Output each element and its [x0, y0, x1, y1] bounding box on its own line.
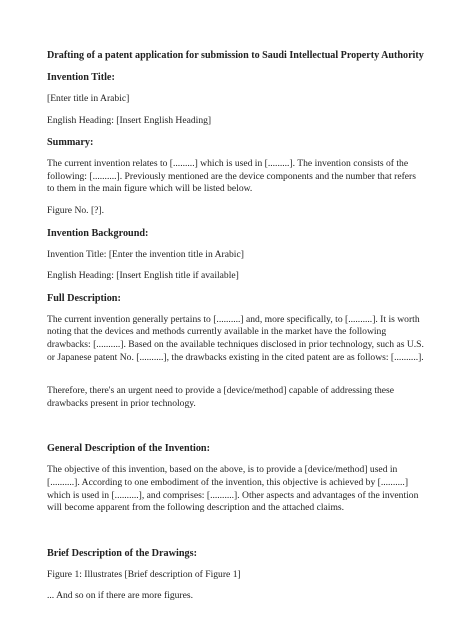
paragraph-more-figures: ... And so on if there are more figures.	[47, 590, 193, 602]
paragraph-title-arabic: [Enter title in Arabic]	[47, 93, 130, 104]
heading-full-description: Full Description:	[47, 292, 121, 304]
paragraph-background-title: Invention Title: [Enter the invention title in Arabic]	[47, 248, 244, 260]
heading-invention-background: Invention Background:	[47, 227, 149, 239]
heading-invention-title: Invention Title:	[47, 72, 115, 83]
paragraph-general-description: The objective of this invention, based on the above, is to provide a [device/method] used in [..........]. According to one embodiment of the invention, this objective is achieved by [..........] which is used in [..........], and comprises: [..........]. Other aspects and advantages of the invention will become apparent from the following description and the attached claims.	[47, 464, 419, 514]
paragraph-full-description: The current invention generally pertains to [..........] and, more specifically, to [..........]. It is worth noting that the devices and methods currently available in the market have the following drawbacks: [..........]. Based on the available techniques disclosed in prior technology, such as U.S. or Japanese patent No. [..........], the drawbacks existing in the cited patent are as follows: [..........].	[47, 313, 424, 363]
paragraph-urgent-need: Therefore, there's an urgent need to provide a [device/method] capable of addressing these drawbacks present in prior technology.	[47, 385, 395, 409]
paragraph-background-english: English Heading: [Insert English title if available]	[47, 270, 239, 282]
document-title: Drafting of a patent application for submission to Saudi Intellectual Property Authority	[47, 50, 424, 61]
heading-brief-description-drawings: Brief Description of the Drawings:	[47, 547, 197, 559]
heading-summary: Summary:	[47, 137, 94, 149]
paragraph-english-heading: English Heading: [Insert English Heading]	[47, 114, 212, 126]
paragraph-figure-1: Figure 1: Illustrates [Brief description of Figure 1]	[47, 568, 241, 580]
document-body	[47, 49, 425, 612]
heading-general-description: General Description of the Invention:	[47, 443, 210, 455]
paragraph-figure-number: Figure No. [?].	[47, 204, 105, 216]
paragraph-summary: The current invention relates to [.........] which is used in [.........]. The invention consists of the following: [..........]. Previously mentioned are the device components and the number that refers to them in the main figure which will be listed below.	[47, 158, 416, 195]
